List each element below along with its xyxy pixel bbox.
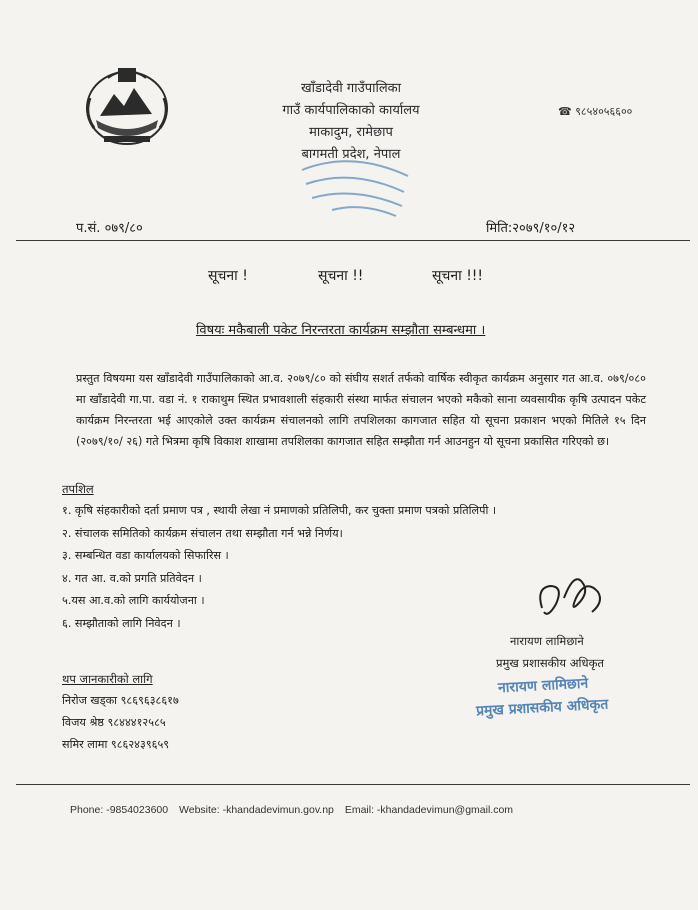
office-phone: ☎ ९८५४०५६६०० bbox=[558, 105, 633, 118]
notice-date: मिति:२०७९/१०/१२ bbox=[486, 221, 576, 236]
stamp-name: नारायण लामिछाने bbox=[497, 675, 589, 697]
contacts-list bbox=[62, 690, 179, 756]
office-name: गाउँ कार्यपालिकाको कार्यालय bbox=[282, 103, 420, 118]
nepal-emblem-icon bbox=[78, 58, 176, 152]
notice-subject: विषयः मकैबाली पकेट निरन्तरता कार्यक्रम सम्झौता सम्बन्धमा । bbox=[196, 323, 486, 338]
office-stamp-icon bbox=[292, 140, 418, 220]
signature-icon bbox=[534, 568, 606, 624]
signer-title: प्रमुख प्रशासकीय अधिकृत bbox=[496, 656, 604, 670]
contact-item: विजय श्रेष्ठ ९८४४४१२५८५ bbox=[62, 716, 166, 729]
municipality-name: खाँडादेवी गाउँपालिका bbox=[300, 81, 402, 96]
required-documents-list bbox=[62, 500, 496, 635]
notice-heading-1: सूचना ! bbox=[208, 268, 248, 284]
notice-body: प्रस्तुत विषयमा यस खाँडादेवी गाउँपालिकाको आ.व. २०७९/८० को संघीय सशर्त तर्फको वार्षिक स्वीकृत कार्यक्रम अनुसार गत आ.व. ०७९/०८० मा खाँडादेवी गा.पा. वडा नं. १ राकाथुम स्थित प्रभावशाली संहकारी संस्था मार्फत संचालन भएको मकैको साना व्यवसायीक कृषि उत्पादन पकेट कार्यक्रम निरन्तरता भई आएकोले उक्त कार्यक्रम संचालनको लागि तपशिलका कागजात सहित यो सूचना प्रकाशन भएको मितिले १५ दिन (२०७९/१०/ २६) गते भित्रमा कृषि विकाश शाखामा तपशिलका कागजात सहित सम्झौता गर्न आउनहुन यो सूचना प्रकासित गरिएको छ। bbox=[76, 372, 646, 448]
footer-email: Email: -khandadevimun@gmail.com bbox=[344, 804, 514, 816]
footer-phone: Phone: -9854023600 bbox=[70, 804, 169, 816]
list-item: १. कृषि संहकारीको दर्ता प्रमाण पत्र , स्थायी लेखा नं प्रमाणको प्रतिलिपी, कर चुक्ता प्रमाण पत्रको प्रतिलिपी । bbox=[62, 504, 497, 517]
list-item: ५.यस आ.व.को लागि कार्ययोजना । bbox=[62, 594, 205, 607]
footer-divider bbox=[16, 784, 690, 785]
signer-name: नारायण लामिछाने bbox=[510, 634, 584, 648]
reference-number: प.सं. ०७९/८० bbox=[76, 221, 143, 236]
list-item: ६. सम्झौताको लागि निवेदन । bbox=[62, 616, 181, 630]
signer-stamp bbox=[474, 674, 624, 722]
details-label: तपशिल bbox=[62, 482, 94, 496]
header-divider bbox=[16, 240, 690, 241]
list-item: ३. सम्बन्धित वडा कार्यालयको सिफारिस । bbox=[62, 549, 229, 562]
list-item: ४. गत आ. व.को प्रगति प्रतिवेदन । bbox=[62, 571, 202, 585]
notice-heading-2: सूचना !! bbox=[318, 268, 364, 284]
list-item: २. संचालक समितिको कार्यक्रम संचालन तथा सम्झौता गर्न भन्ने निर्णय। bbox=[62, 526, 343, 540]
contacts-title: थप जानकारीको लागि bbox=[62, 672, 153, 686]
footer-website: Website: -khandadevimun.gov.np bbox=[179, 804, 334, 816]
stamp-title: प्रमुख प्रशासकीय अधिकृत bbox=[475, 696, 609, 720]
office-location: माकादुम, रामेछाप bbox=[309, 125, 393, 140]
office-province: बागमती प्रदेश, नेपाल bbox=[301, 147, 401, 162]
contact-item: निरोज खड्का ९८६९६३८६१७ bbox=[62, 694, 179, 707]
notice-heading-3: सूचना !!! bbox=[432, 268, 484, 284]
contact-item: समिर लामा ९८६२४३९६५९ bbox=[62, 738, 170, 751]
footer bbox=[70, 804, 521, 816]
